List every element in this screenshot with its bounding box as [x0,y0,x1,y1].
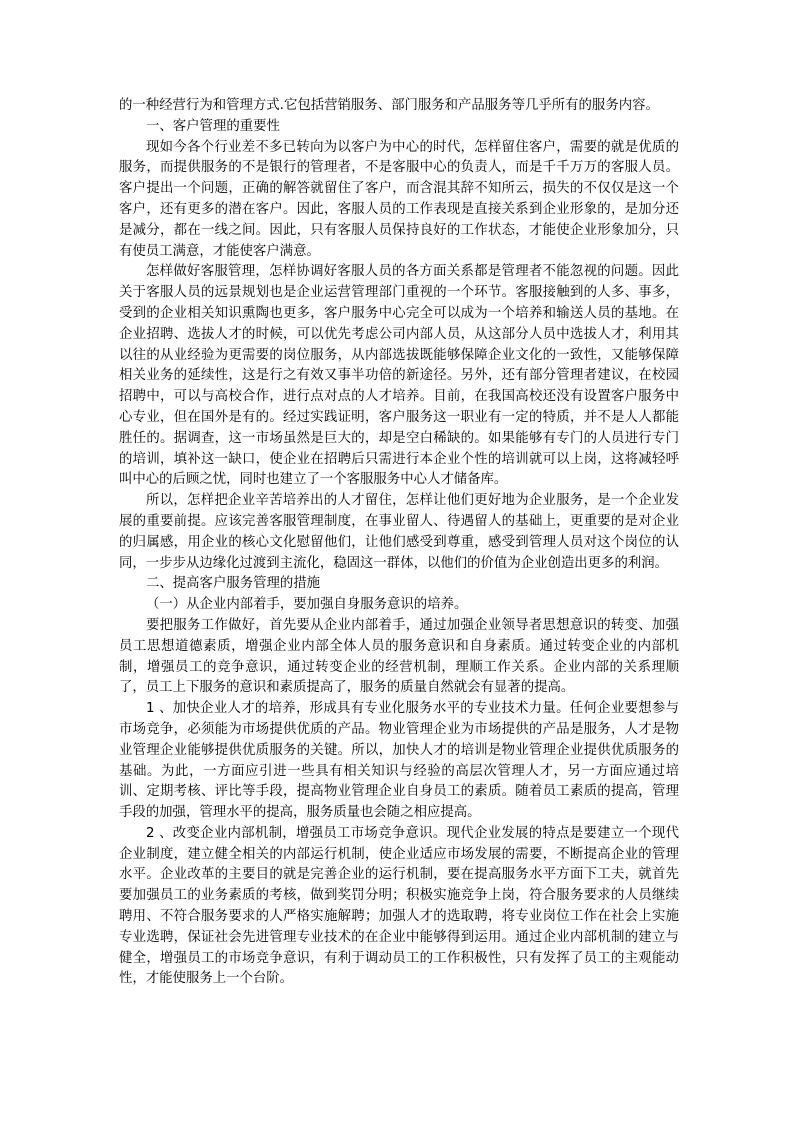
paragraph-management: 怎样做好客服管理，怎样协调好客服人员的各方面关系都是管理者不能忽视的问题。因此关于客服人员的远景规划也是企业运营管理部门重视的一个环节。客服接触到的人多、事多，受到的企业相关知识熏陶也更多，客户服务中心完全可以成为一个培养和输送人员的基地。在企业招聘、选拔人才的时候，可以优先考虑公司内部人员，从这部分人员中选拔人才，利用其以往的从业经验为更需要的岗位服务，从内部选拔既能够保障企业文化的一致性，又能够保障相关业务的延续性，这是行之有效又事半功倍的新途径。另外，还有部分管理者建议，在校园招聘中，可以与高校合作，进行点对点的人才培养。目前，在我国高校还没有设置客户服务中心专业，但在国外是有的。经过实践证明，客户服务这一职业有一定的特质，并不是人人都能胜任的。据调查，这一市场虽然是巨大的，却是空白稀缺的。如果能够有专门的人员进行专门的培训，填补这一缺口，使企业在招聘后只需进行本企业个性的培训就可以上岗，这将减轻呼叫中心的后顾之忧，同时也建立了一个客服服务中心人才储备库。 [119,264,679,488]
paragraph-talent: 1 、加快企业人才的培养，形成具有专业化服务水平的专业技术力量。任何企业要想参与市场竞争，必须能为市场提供优质的产品。物业管理企业为市场提供的产品是服务，人才是物业管理企业能够提供优质服务的关键。所以，加快人才的培训是物业管理企业提供优质服务的基础。为此，一方面应引进一些具有相关知识与经验的高层次管理人才，另一方面应通过培训、定期考核、评比等手段，提高物业管理企业自身员工的素质。随着员工素质的提高，管理手段的加强，管理水平的提高，服务质量也会随之相应提高。 [119,701,679,821]
subsection-heading-internal: （一）从企业内部着手，要加强自身服务意识的培养。 [146,597,468,613]
document-body [119,96,679,990]
section-heading-importance: 一、客户管理的重要性 [146,118,280,134]
paragraph-intro: 的一种经营行为和管理方式.它包括营销服务、部门服务和产品服务等几乎所有的服务内容。 [119,98,659,113]
paragraph-mechanism: 2 、改变企业内部机制，增强员工市场竞争意识。现代企业发展的特点是要建立一个现代企业制度，建立健全相关的内部运行机制，使企业适应市场发展的需要，不断提高企业的管理水平。企业改革的主要目的就是完善企业的运行机制，要在提高服务水平方面下工夫，就首先要加强员工的业务素质的考核，做到奖罚分明；积极实施竞争上岗，符合服务要求的人员继续聘用、不符合服务要求的人严格实施解聘；加强人才的选取聘，将专业岗位工作在社会上实施专业选聘，保证社会先进管理专业技术的在企业中能够得到运用。通过企业内部机制的建立与健全，增强员工的市场竞争意识，有利于调动员工的工作积极性，只有发挥了员工的主观能动性，才能使服务上一个台阶。 [119,825,679,987]
section-heading-measures: 二、提高客户服务管理的措施 [146,576,321,592]
paragraph-importance: 现如今各个行业差不多已转向为以客户为中心的时代，怎样留住客户，需要的就是优质的服务，而提供服务的不是银行的管理者，不是客服中心的负责人，而是千千万万的客服人员。客户提出一个问题，正确的解答就留住了客户，而含混其辞不知所云，损失的不仅仅是这一个客户，还有更多的潜在客户。因此，客服人员的工作表现是直接关系到企业形象的，是加分还是减分，都在一线之间。因此，只有客服人员保持良好的工作状态，才能使企业形象加分，只有使员工满意，才能使客户满意。 [119,139,679,259]
paragraph-internal: 要把服务工作做好，首先要从企业内部着手，通过加强企业领导者思想意识的转变、加强员工思想道德素质，增强企业内部全体人员的服务意识和自身素质。通过转变企业的内部机制，增强员工的竞争意识，通过转变企业的经营机制，理顺工作关系。企业内部的关系理顺了，员工上下服务的意识和素质提高了，服务的质量自然就会有显著的提高。 [119,617,679,696]
paragraph-retention: 所以，怎样把企业辛苦培养出的人才留住，怎样让他们更好地为企业服务，是一个企业发展的重要前提。应该完善客服管理制度，在事业留人、待遇留人的基础上，更重要的是对企业的归属感，用企业的核心文化慰留他们，让他们感受到尊重，感受到管理人员对这个岗位的认同，一步步从边缘化过渡到主流化，稳固这一群体，以他们的价值为企业创造出更多的利润。 [119,493,679,571]
